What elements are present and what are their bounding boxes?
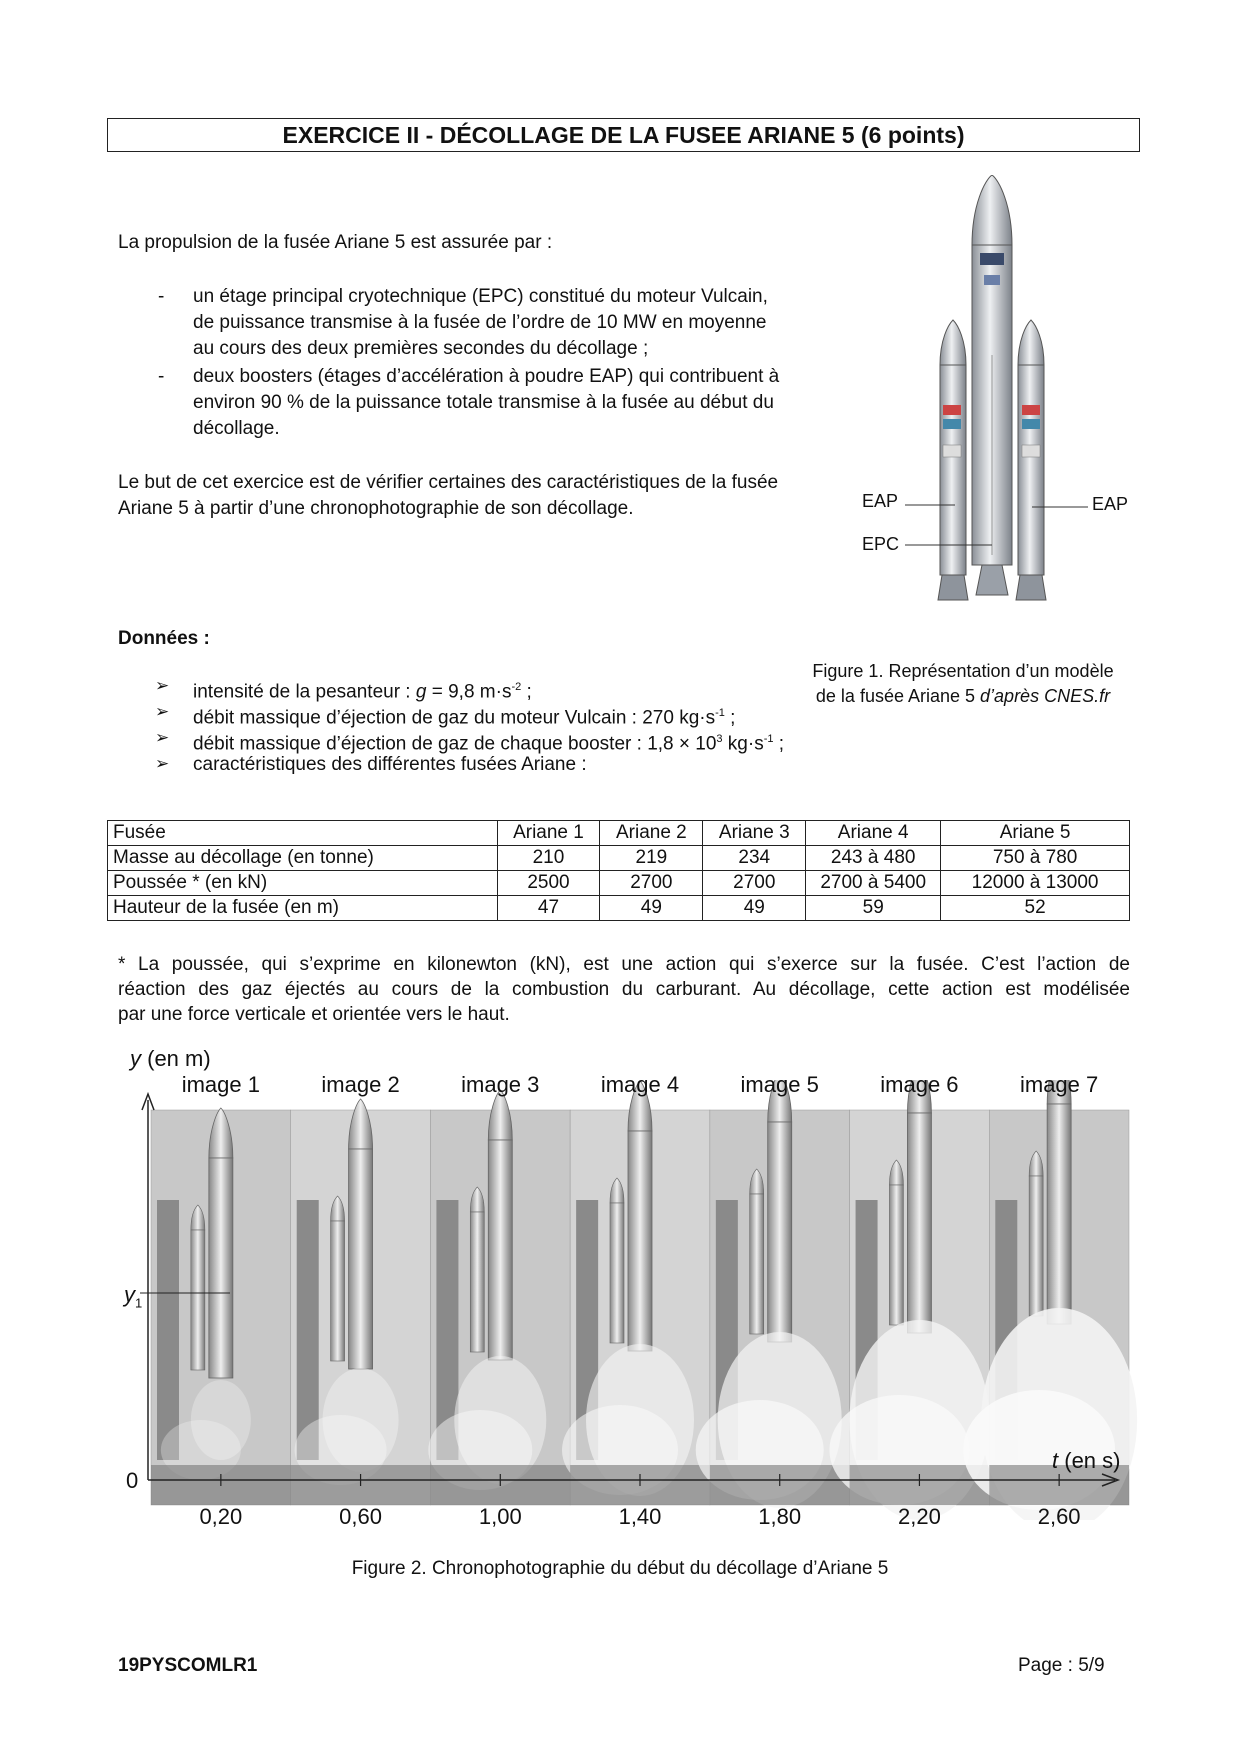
photo-frame [562,1081,710,1505]
photo-strip [151,1080,1137,1520]
donnees-item-gravity: intensité de la pesanteur : g = 9,8 $m\cdot s^{-2}$ ; [193,681,532,703]
image-label: image 6 [880,1072,959,1097]
intro-item-eap: - deux boosters (étages d’accélération à poudre EAP) qui contribuent à environ 90 % de la puissance totale transmise à la fusée au début du décollage. [158,366,780,439]
donnees-item-vulcain-flow: débit massique d’éjection de gaz du moteur Vulcain : 270 $kg\cdot s^{-1}$ ; [193,707,736,729]
photo-frame [291,1099,431,1505]
image-label: image 1 [181,1072,260,1097]
time-tick-label: 2,20 [898,1504,941,1529]
time-tick-label: 1,80 [758,1504,802,1529]
time-tick-label: 0,60 [339,1504,382,1529]
note-line-3: par une force verticale et orientée vers le haut. [118,1004,510,1025]
photo-frame [151,1108,291,1505]
bullet-arrow-icon: ➢ [155,754,170,773]
image-label: image 7 [1019,1072,1099,1097]
ariane5-rocket-illustration [850,175,1150,645]
y1-label: $y_1$ [124,1282,143,1311]
label-epc: EPC [862,534,900,554]
time-tick-label: 1,00 [478,1504,522,1529]
image-label: image 3 [461,1072,540,1097]
intro-item-epc: - un étage principal cryotechnique (EPC) constitué du moteur Vulcain, de puissance transmise à la fusée de l’ordre de 10 MW en moyenne au cours des deux premières secondes du décollage ; [158,286,768,359]
time-tick-label: 1,40 [618,1504,662,1529]
donnees-heading: Données : [118,628,210,649]
exercise-title: EXERCICE II - DÉCOLLAGE DE LA FUSEE ARIANE 5 (6 points) [107,118,1140,152]
image-label: image 4 [600,1072,680,1097]
label-eap-left: EAP [862,491,899,511]
intro-lead: La propulsion de la fusée Ariane 5 est assurée par : [118,232,553,253]
bullet-arrow-icon: ➢ [155,728,170,747]
footer-page-number: Page : 5/9 [1018,1655,1105,1676]
chronophotography-figure [120,1080,1140,1520]
table-header-row: Fusée Ariane 1 Ariane 2 Ariane 3 Ariane 4 Ariane 5 [108,821,1130,846]
bullet-arrow-icon: ➢ [155,676,170,695]
table-row: Poussée * (en kN) 2500 2700 2700 2700 à 5400 12000 à 13000 [108,871,1130,896]
bullet-arrow-icon: ➢ [155,702,170,721]
table-row: Masse au décollage (en tonne) 210 219 234 243 à 480 750 à 780 [108,846,1130,871]
image-label: image 5 [740,1072,819,1097]
figure2-caption: Figure 2. Chronophotographie du début du décollage d’Ariane 5 [351,1558,889,1579]
time-tick-label: 2,60 [1037,1504,1081,1529]
time-tick-label: 0,20 [199,1504,243,1529]
image-label: image 2 [321,1072,400,1097]
donnees-item-characteristics: caractéristiques des différentes fusées Ariane : [193,754,587,775]
table-row: Hauteur de la fusée (en m) 47 49 49 59 52 [108,896,1130,921]
ariane-characteristics-table [107,820,1130,921]
figure1-caption: Figure 1. Représentation d’un modèle de la fusée Ariane 5 d’après CNES.fr [812,661,1114,706]
y-axis-label: y (en m) [130,1046,211,1071]
t-axis-label: t (en s) [1052,1448,1121,1473]
note-line-1: * La poussée, qui s’exprime en kilonewton (kN), est une action qui s’exerce sur la fusée. C’est l’action de [118,954,1130,975]
intro-goal-line-1: Le but de cet exercice est de vérifier certaines des caractéristiques de la fusée [118,472,779,493]
footer-code: 19PYSCOMLR1 [118,1655,258,1676]
origin-label: 0 [126,1468,139,1493]
label-eap-right: EAP [1092,494,1129,514]
intro-goal-line-2: Ariane 5 à partir d’une chronophotographie de son décollage. [118,498,634,519]
photo-frame [428,1090,570,1505]
photo-frame [696,1080,850,1508]
note-line-2: réaction des gaz éjectés au cours de la combustion du carburant. Au décollage, cette action est modélisée [118,979,1130,1000]
donnees-item-booster-flow: débit massique d’éjection de gaz de chaque booster : $1,8 \times 10^3$ $kg\cdot s^{-1}$ ; [193,733,785,755]
